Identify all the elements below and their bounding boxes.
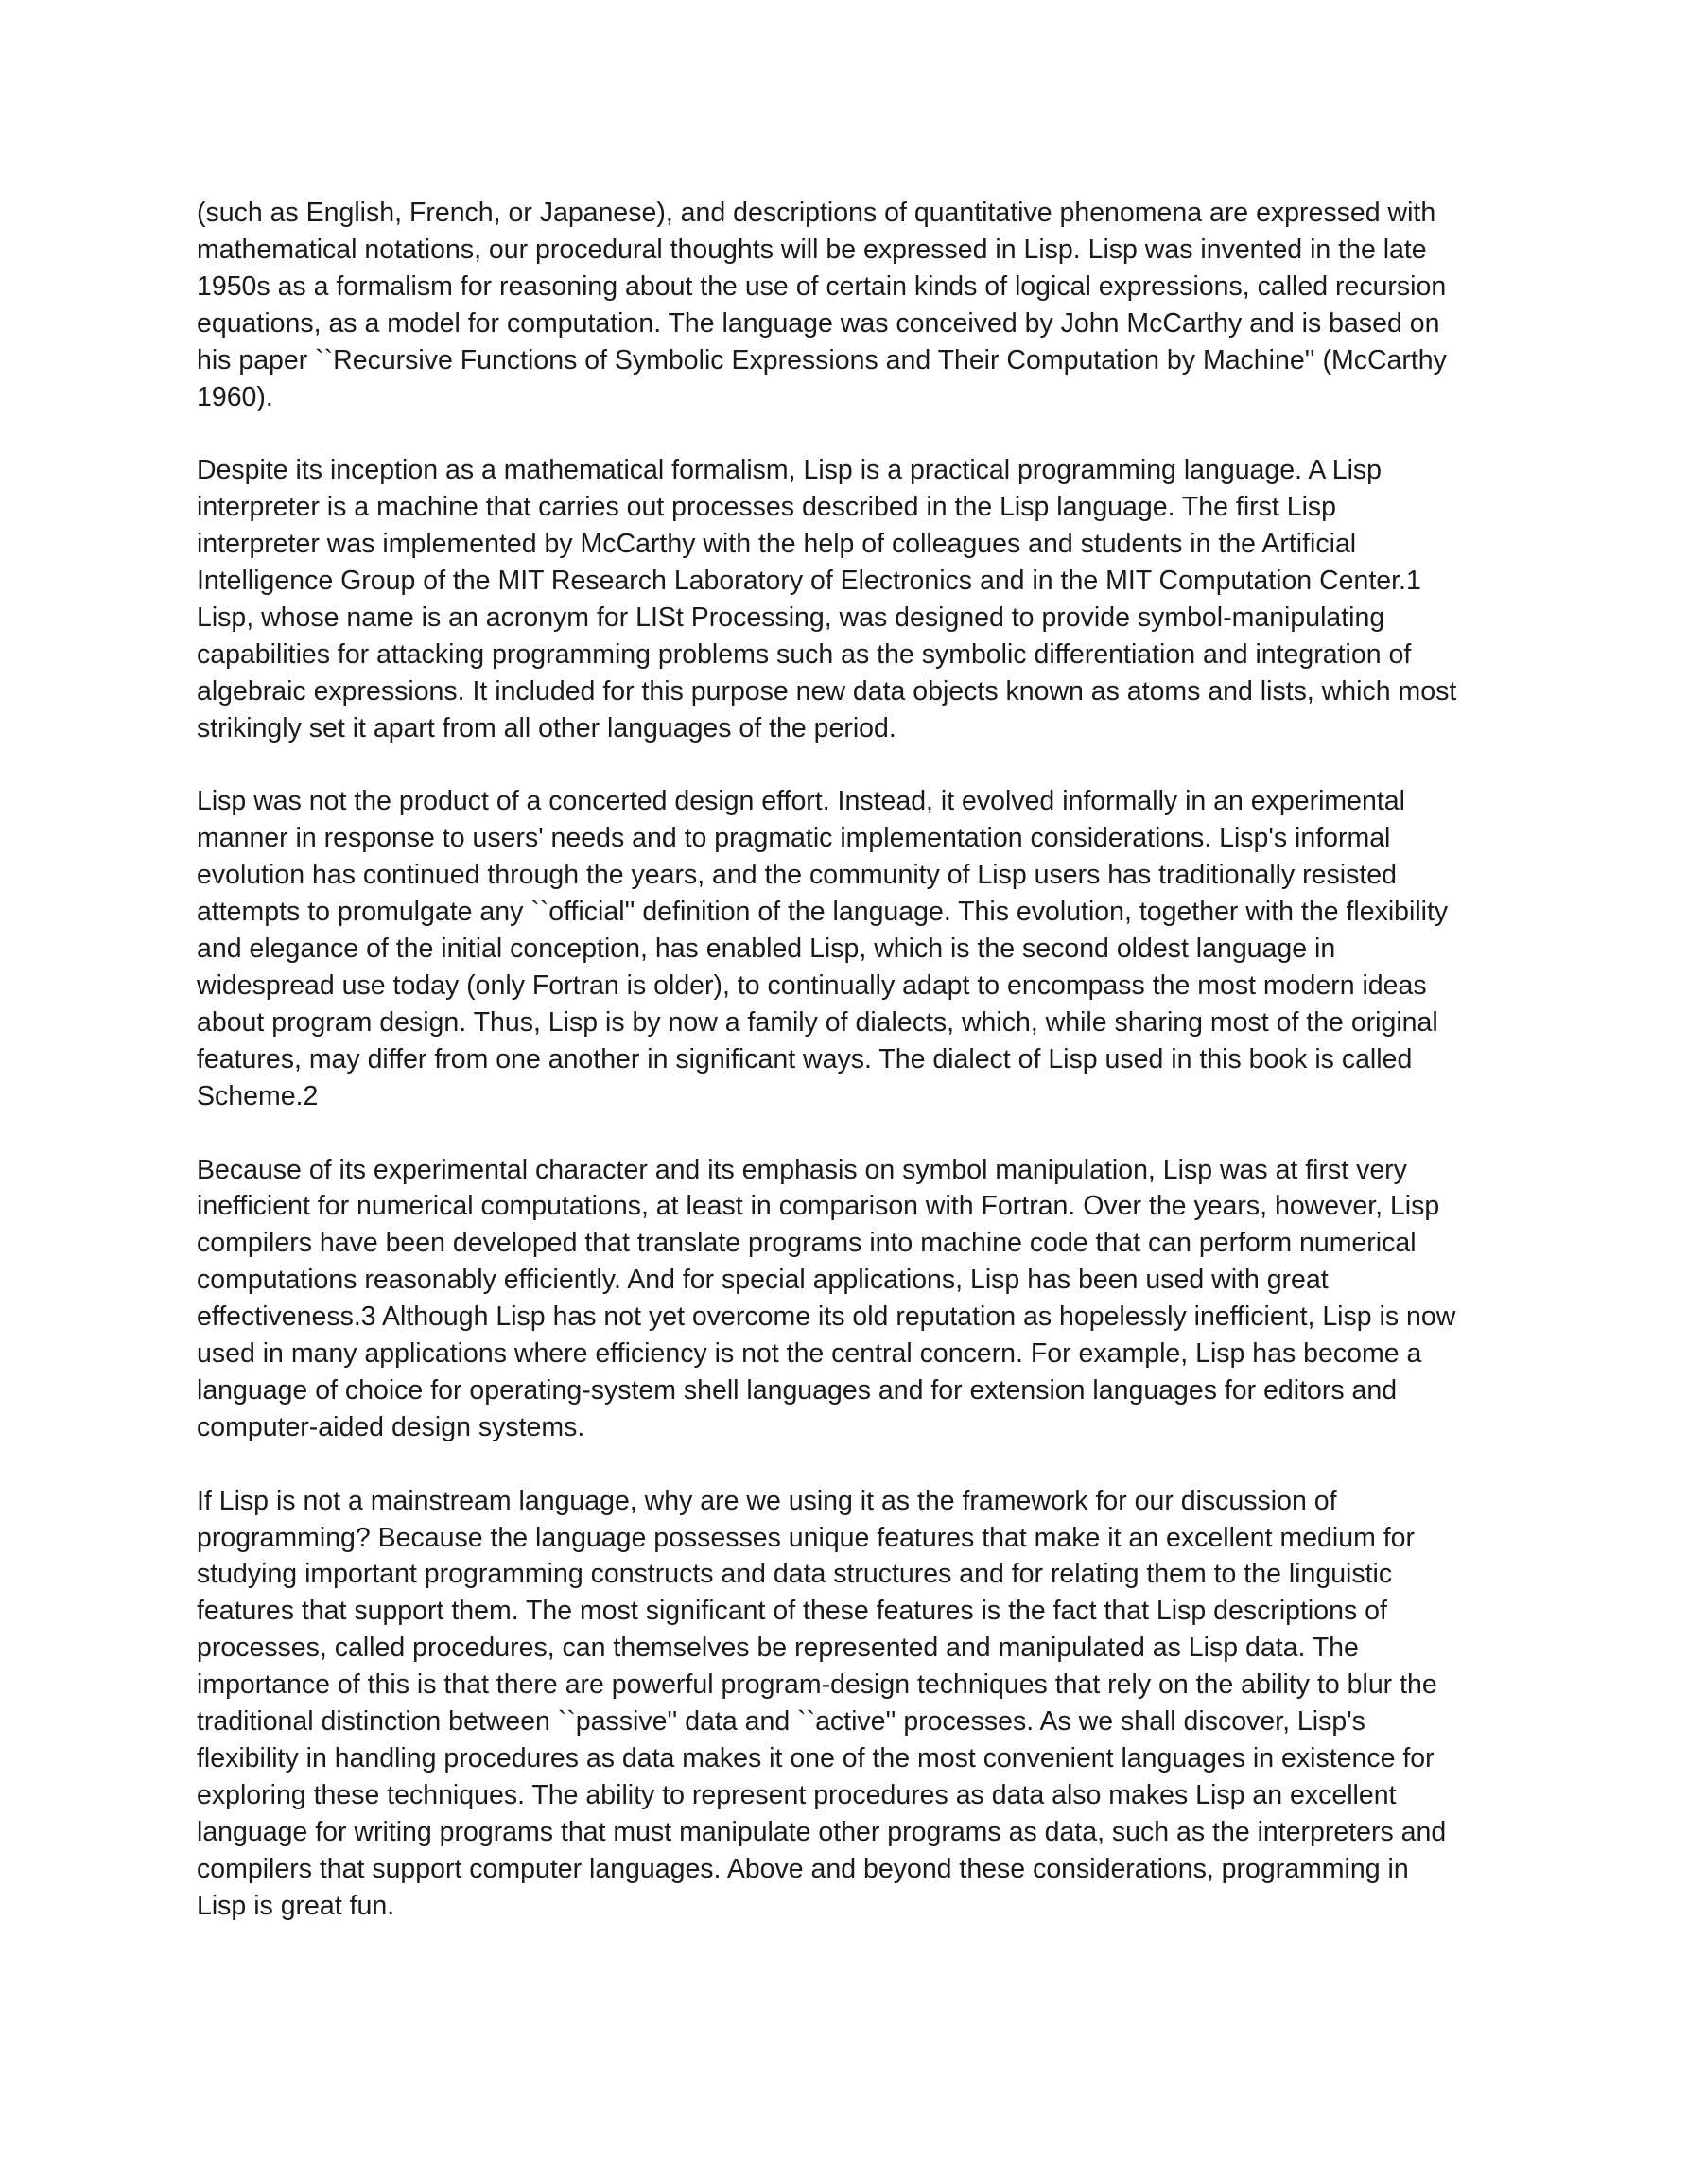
text-line: traditional distinction between ``passive'' data and ``active'' processes. As we shall discover, Lisp's (197, 1706, 1365, 1738)
text-line: computations reasonably efficiently. And for special applications, Lisp has been used with great (197, 1265, 1329, 1296)
body-text (197, 195, 1483, 1961)
text-line: algebraic expressions. It included for this purpose new data objects known as atoms and lists, which most (197, 675, 1457, 707)
text-line: Scheme.2 (197, 1080, 319, 1111)
text-line: Because of its experimental character and its emphasis on symbol manipulation, Lisp was at first very (197, 1154, 1407, 1185)
text-line: attempts to promulgate any ``official'' definition of the language. This evolution, together with the flexibility (197, 897, 1449, 928)
text-line: manner in response to users' needs and to pragmatic implementation considerations. Lisp's informal (197, 823, 1391, 854)
text-line: Lisp is great fun. (197, 1890, 395, 1921)
text-line: widespread use today (only Fortran is older), to continually adapt to encompass the most modern ideas (197, 970, 1427, 1001)
text-line: Lisp, whose name is an acronym for LISt Processing, was designed to provide symbol-manipulating (197, 602, 1385, 633)
text-line: his paper ``Recursive Functions of Symbolic Expressions and Their Computation by Machine'' (McCarthy (197, 344, 1447, 376)
text-line: flexibility in handling procedures as data makes it one of the most convenient languages in existence for (197, 1743, 1435, 1773)
text-line: If Lisp is not a mainstream language, why are we using it as the framework for our discussion of (197, 1485, 1337, 1516)
text-line: processes, called procedures, can themselves be represented and manipulated as Lisp data. The (197, 1633, 1359, 1664)
paragraph (197, 1483, 1483, 1925)
text-line: used in many applications where efficiency is not the central concern. For example, Lisp has become a (197, 1338, 1422, 1370)
text-line: Intelligence Group of the MIT Research Laboratory of Electronics and in the MIT Computation Center.1 (197, 566, 1421, 597)
paragraph (197, 1152, 1483, 1446)
text-line: language for writing programs that must manipulate other programs as data, such as the interpreters and (197, 1816, 1447, 1847)
text-line: Lisp was not the product of a concerted design effort. Instead, it evolved informally in an experimental (197, 786, 1405, 817)
text-line: 1960). (197, 381, 273, 412)
text-line: mathematical notations, our procedural thoughts will be expressed in Lisp. Lisp was invented in the late (197, 234, 1427, 265)
text-line: inefficient for numerical computations, at least in comparison with Fortran. Over the years, however, Lisp (197, 1191, 1440, 1222)
text-line: Despite its inception as a mathematical formalism, Lisp is a practical programming language. A Lisp (197, 455, 1383, 486)
text-line: capabilities for attacking programming problems such as the symbolic differentiation and integration of (197, 638, 1412, 670)
text-line: compilers have been developed that translate programs into machine code that can perform numerical (197, 1228, 1417, 1259)
text-line: and elegance of the initial conception, has enabled Lisp, which is the second oldest language in (197, 934, 1336, 965)
paragraph (197, 783, 1483, 1114)
text-line: compilers that support computer languages. Above and beyond these considerations, programming in (197, 1853, 1409, 1884)
text-line: interpreter is a machine that carries out processes described in the Lisp language. The first Lisp (197, 492, 1337, 523)
text-line: effectiveness.3 Although Lisp has not yet overcome its old reputation as hopelessly inefficient, Lisp is now (197, 1302, 1456, 1333)
text-line: interpreter was implemented by McCarthy with the help of colleagues and students in the Artificial (197, 529, 1357, 560)
text-line: exploring these techniques. The ability to represent procedures as data also makes Lisp an excellent (197, 1779, 1397, 1810)
paragraph (197, 195, 1483, 415)
text-line: equations, as a model for computation. The language was conceived by John McCarthy and is based on (197, 307, 1440, 339)
text-line: language of choice for operating-system shell languages and for extension languages for editors and (197, 1374, 1398, 1406)
text-line: (such as English, French, or Japanese), and descriptions of quantitative phenomena are expressed with (197, 198, 1436, 228)
text-line: computer-aided design systems. (197, 1411, 585, 1442)
text-line: strikingly set it apart from all other languages of the period. (197, 712, 896, 743)
text-line: 1950s as a formalism for reasoning about the use of certain kinds of logical expressions, called recursion (197, 271, 1447, 302)
paragraph (197, 452, 1483, 746)
text-line: features, may differ from one another in significant ways. The dialect of Lisp used in this book is called (197, 1043, 1413, 1075)
text-line: about program design. Thus, Lisp is by now a family of dialects, which, while sharing most of the original (197, 1006, 1438, 1038)
text-line: importance of this is that there are powerful program-design techniques that rely on the ability to blur the (197, 1669, 1437, 1701)
text-line: studying important programming constructs and data structures and for relating them to the linguistic (197, 1559, 1393, 1590)
text-line: evolution has continued through the years, and the community of Lisp users has traditionally resisted (197, 860, 1397, 891)
text-line: programming? Because the language possesses unique features that make it an excellent medium for (197, 1522, 1415, 1553)
text-line: features that support them. The most significant of these features is the fact that Lisp descriptions of (197, 1596, 1387, 1627)
